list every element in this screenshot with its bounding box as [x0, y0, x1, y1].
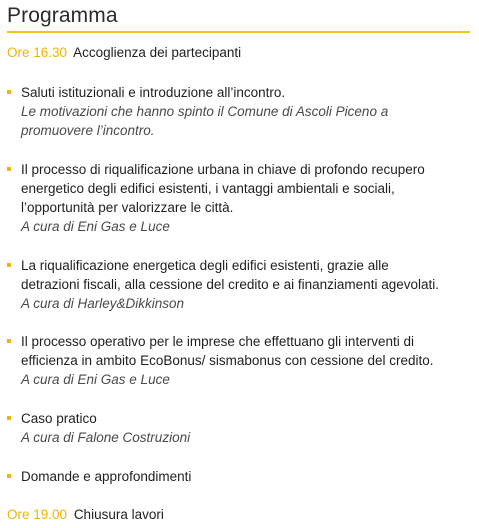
- agenda-item-subtitle-line: A cura di Eni Gas e Luce: [21, 372, 170, 387]
- closing-label: Chiusura lavori: [73, 507, 164, 522]
- bullet-icon: [7, 474, 11, 478]
- agenda-item-title-line: Saluti istituzionali e introduzione all’incontro.: [21, 85, 286, 100]
- agenda-item-title-line: Caso pratico: [21, 411, 97, 426]
- closing-time: Ore 19.00: [7, 507, 68, 522]
- agenda-item-title-line: Il processo di riqualificazione urbana in chiave di profondo recupero: [21, 162, 425, 177]
- agenda-item-title-line: energetico degli edifici esistenti, i vantaggi ambientali e sociali,: [21, 181, 395, 196]
- agenda-item-title: [21, 256, 472, 294]
- agenda-item-title-line: detrazioni fiscali, alla cessione del credito e ai finanziamenti agevolati.: [21, 277, 439, 292]
- bullet-icon: [7, 263, 11, 267]
- agenda-item-subtitle: [21, 370, 472, 389]
- agenda-item-title: [21, 83, 472, 102]
- title-divider: [7, 31, 470, 33]
- agenda-item-4: [7, 332, 472, 389]
- agenda-item-5: [7, 409, 472, 447]
- agenda-item-subtitle-line: A cura di Falone Costruzioni: [21, 430, 191, 445]
- closing-row: [7, 505, 164, 524]
- agenda-item-2: [7, 160, 472, 236]
- agenda-item-subtitle: [21, 102, 472, 140]
- agenda-item-title-line: Il processo operativo per le imprese che effettuano gli interventi di: [21, 334, 414, 349]
- agenda-item-6: [7, 467, 472, 486]
- agenda-item-title-line: La riqualificazione energetica degli edifici esistenti, grazie alle: [21, 258, 389, 273]
- bullet-icon: [7, 416, 11, 420]
- opening-time: Ore 16.30: [7, 45, 68, 60]
- agenda-item-subtitle: [21, 294, 472, 313]
- page-title: Programma: [7, 4, 118, 27]
- bullet-icon: [7, 90, 11, 94]
- agenda-item-1: [7, 83, 472, 140]
- agenda-item-3: [7, 256, 472, 313]
- agenda-item-subtitle: [21, 428, 472, 447]
- agenda-item-subtitle: [21, 217, 472, 236]
- agenda-item-subtitle-line: Le motivazioni che hanno spinto il Comune di Ascoli Piceno a: [21, 104, 389, 119]
- agenda-item-title-line: l’opportunità per valorizzare le città.: [21, 200, 234, 215]
- agenda-item-subtitle-line: A cura di Eni Gas e Luce: [21, 219, 170, 234]
- agenda-item-title: [21, 332, 472, 370]
- opening-row: [7, 43, 241, 62]
- opening-label: Accoglienza dei partecipanti: [73, 45, 242, 60]
- agenda-item-title-line: efficienza in ambito EcoBonus/ sismabonus con cessione del credito.: [21, 353, 434, 368]
- bullet-icon: [7, 339, 11, 343]
- agenda-item-title-line: Domande e approfondimenti: [21, 469, 192, 484]
- agenda-item-title: [21, 467, 472, 486]
- agenda-item-subtitle-line: A cura di Harley&Dikkinson: [21, 296, 185, 311]
- agenda-item-title: [21, 409, 472, 428]
- agenda-item-title: [21, 160, 472, 217]
- bullet-icon: [7, 167, 11, 171]
- agenda-item-subtitle-line: promuovere l’incontro.: [21, 123, 155, 138]
